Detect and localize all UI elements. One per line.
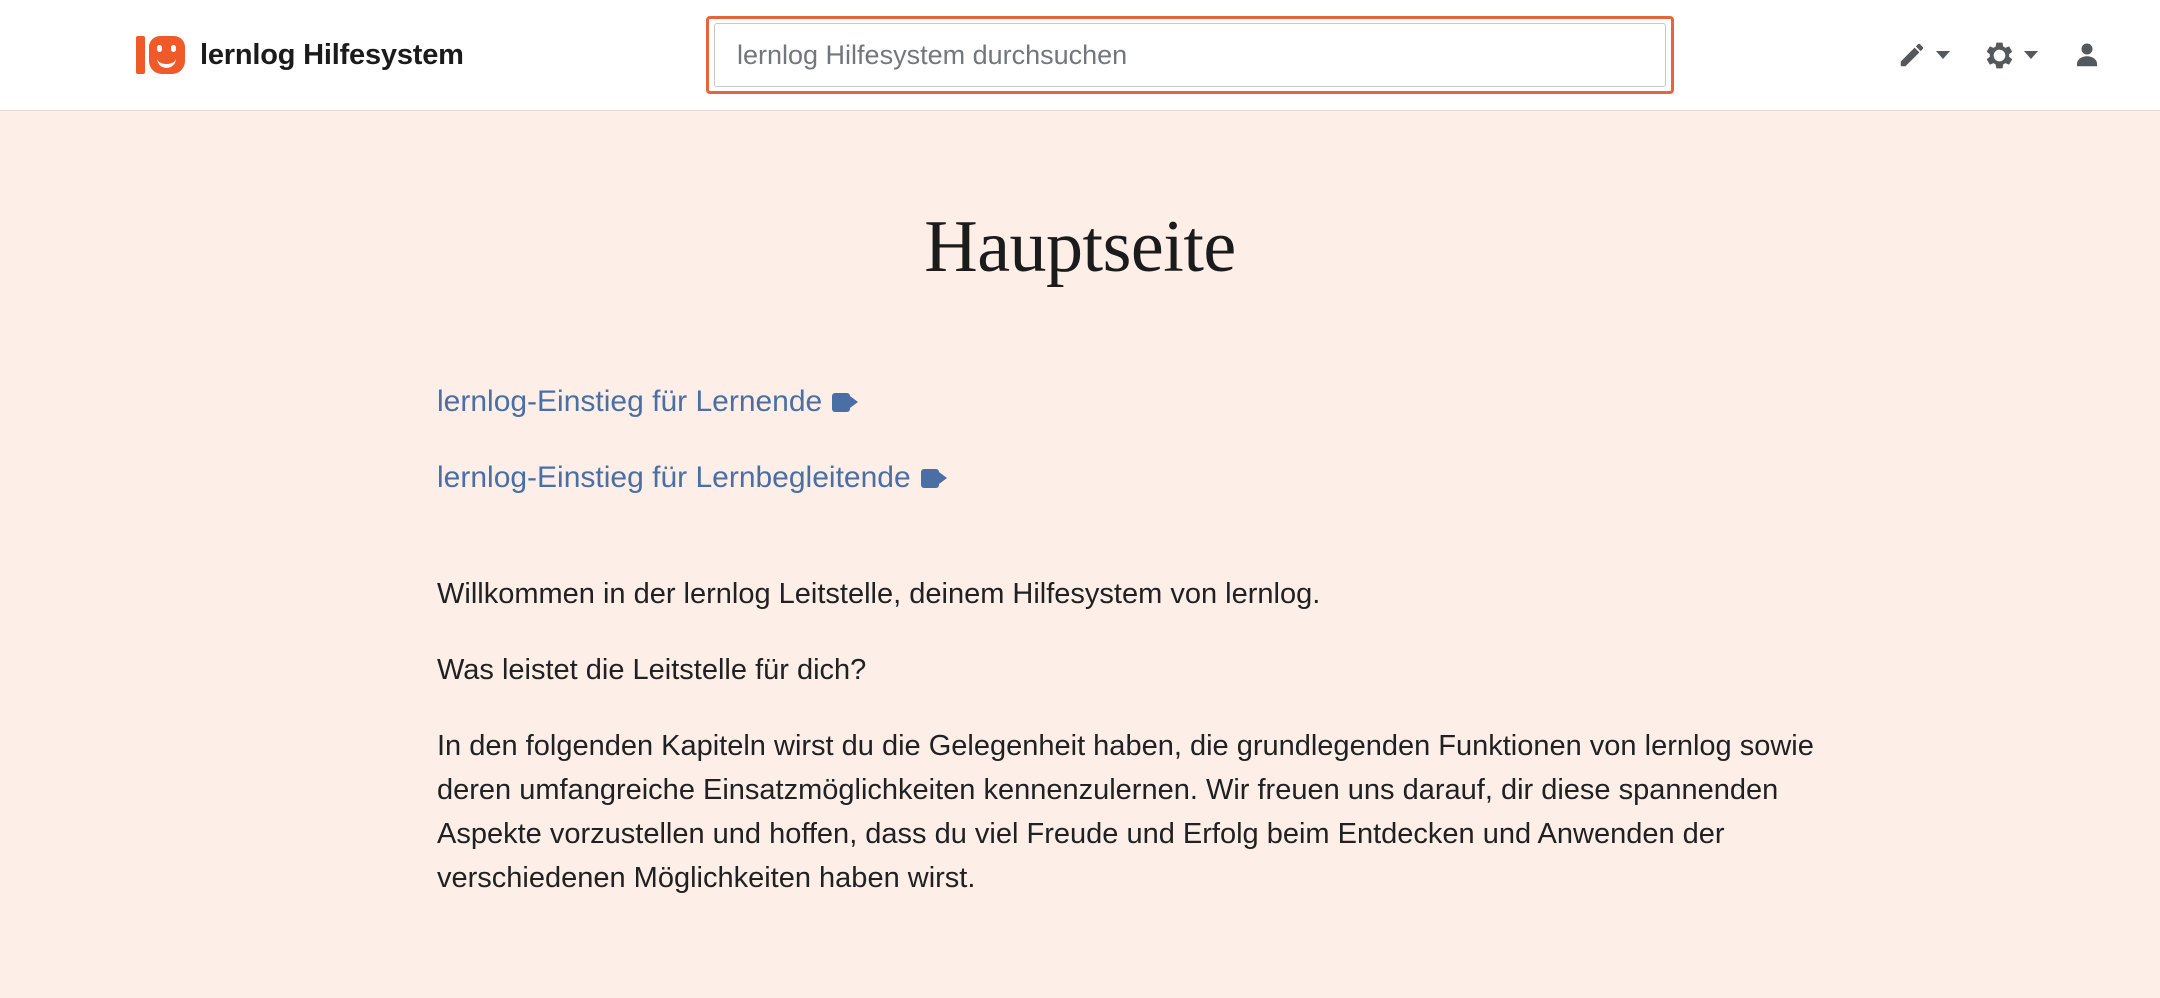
chevron-down-icon	[2024, 51, 2038, 59]
link-lernbegleitende[interactable]: lernlog-Einstieg für Lernbegleitende	[437, 461, 911, 494]
page-content	[0, 111, 2160, 998]
gear-icon	[1984, 40, 2015, 71]
user-icon	[2072, 40, 2102, 70]
chevron-down-icon	[1936, 51, 1950, 59]
brand[interactable]	[136, 32, 464, 78]
settings-menu-button[interactable]	[1984, 40, 2038, 71]
search-input[interactable]	[714, 23, 1666, 87]
search-box[interactable]	[706, 16, 1674, 94]
edit-menu-button[interactable]	[1897, 40, 1950, 70]
video-icon	[921, 469, 947, 488]
link-lernende[interactable]: lernlog-Einstieg für Lernende	[437, 385, 823, 418]
page-title: Hauptseite	[924, 206, 1236, 288]
pencil-icon	[1897, 40, 1927, 70]
article-body	[437, 384, 1877, 900]
list-item[interactable]	[437, 460, 1877, 496]
list-item[interactable]	[437, 384, 1877, 420]
link-list	[437, 384, 1877, 496]
video-icon	[832, 393, 858, 412]
brand-title: lernlog Hilfesystem	[200, 38, 464, 71]
user-menu-button[interactable]	[2072, 40, 2102, 70]
paragraph-intro: In den folgenden Kapiteln wirst du die Gelegenheit haben, die grundlegenden Funktionen von lernlog sowie deren umfangreiche Einsatzmöglichkeiten kennenzulernen. Wir freuen uns darauf, dir diese spannenden Aspekte vorzustellen und hoffen, dass du viel Freude und Erfolg beim Entdecken und Anwenden der verschiedenen Möglichkeiten haben wirst.	[437, 730, 1814, 895]
lernlog-smiley-logo-icon	[136, 32, 186, 78]
site-header	[0, 0, 2160, 111]
header-tools	[1897, 0, 2102, 110]
paragraph-welcome: Willkommen in der lernlog Leitstelle, deinem Hilfesystem von lernlog.	[437, 578, 1321, 610]
paragraph-question: Was leistet die Leitstelle für dich?	[437, 654, 867, 687]
